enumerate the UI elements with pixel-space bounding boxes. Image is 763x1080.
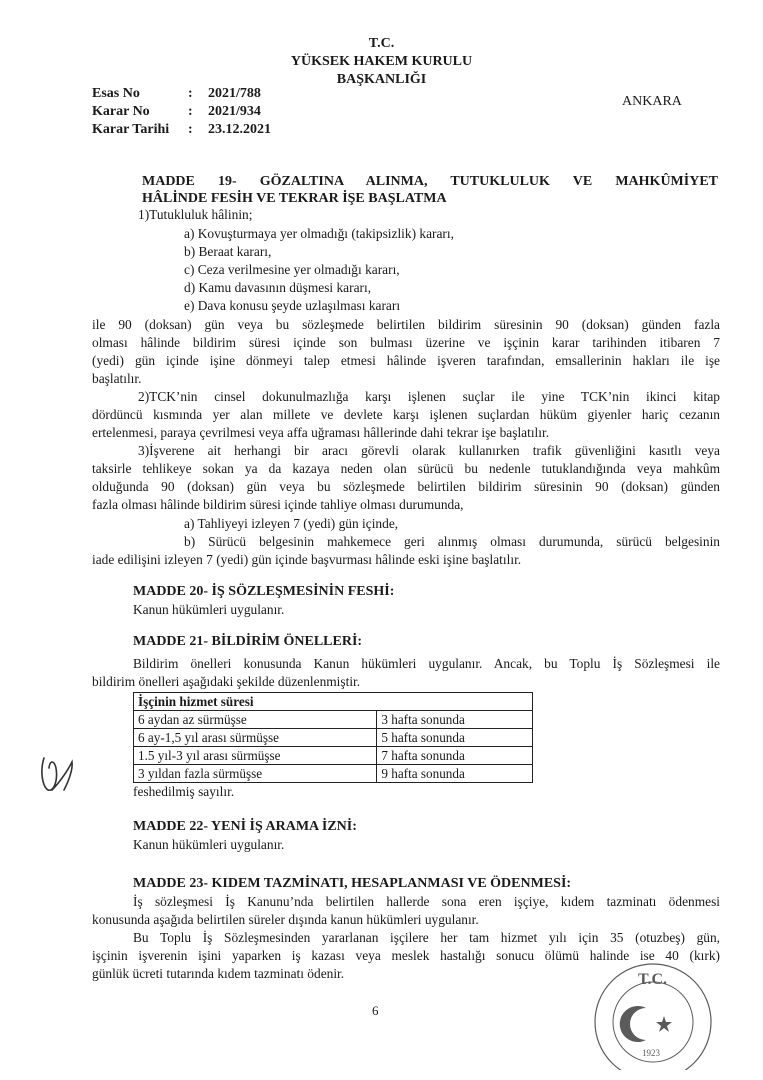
table-header-cell: İşçinin hizmet süresi — [134, 693, 533, 711]
madde21-title: MADDE 21- BİLDİRİM ÖNELLERİ: — [133, 634, 363, 649]
meta-sep: : — [188, 86, 193, 101]
madde19-intro: 1)Tutukluluk hâlinin; — [138, 207, 253, 222]
madde23-para1-line: konusunda aşağıda belirtilen süreler dışında kanun hükümleri uygulanır. — [92, 912, 479, 927]
table-header-row — [134, 693, 533, 711]
madde21-text-line: Bildirim önelleri konusunda Kanun hükümleri uygulanır. Ancak, bu Toplu İş Sözleşmesi ile — [133, 656, 720, 671]
madde19-para1-line: ile 90 (doksan) gün veya bu sözleşmede belirtilen bildirim süresinin 90 (doksan) günden fazla — [92, 317, 720, 332]
meta-karar — [92, 104, 261, 120]
notice-cell: 9 hafta sonunda — [377, 765, 533, 783]
madde19-para3-line: taksirle tehlikeye sokan ya da kazaya neden olan sürücü bu nedenle tutuklandığında veya mahkûm — [92, 461, 720, 476]
madde20-text: Kanun hükümleri uygulanır. — [133, 602, 285, 617]
madde19-item-b: b) Beraat kararı, — [184, 244, 272, 259]
madde23-para1-line: İş sözleşmesi İş Kanunu’nda belirtilen hallerde sona eren işçiye, kıdem tazminatı ödenmesi — [133, 894, 720, 909]
madde23-title: MADDE 23- KIDEM TAZMİNATI, HESAPLANMASI VE ÖDENMESİ: — [133, 876, 572, 891]
meta-karar-tarihi — [92, 122, 271, 138]
notice-period-table — [133, 692, 533, 783]
madde21-text-line: bildirim önelleri aşağıdaki şekilde düzenlenmiştir. — [92, 674, 361, 689]
meta-value: 23.12.2021 — [208, 122, 271, 137]
madde19-item-e: e) Dava konusu şeyde uzlaşılması kararı — [184, 298, 401, 313]
header-line-institution: YÜKSEK HAKEM KURULU — [290, 54, 473, 69]
initials-signature — [38, 750, 76, 796]
meta-esas — [92, 86, 261, 102]
city: ANKARA — [622, 94, 682, 109]
madde19-para2-line: dördüncü kısmında yer alan millete ve devlete karşı işlenen suçlardan hüküm giyenler hariç cezanın — [92, 407, 720, 422]
table-row — [134, 747, 533, 765]
madde19-item-d: d) Kamu davasının düşmesi kararı, — [184, 280, 372, 295]
madde19-item-c: c) Ceza verilmesine yer olmadığı kararı, — [184, 262, 400, 277]
page-number: 6 — [372, 1003, 379, 1018]
madde19-item-a: a) Kovuşturmaya yer olmadığı (takipsizlik) kararı, — [184, 226, 454, 241]
madde19-para3-line: 3)İşverene ait herhangi bir aracı görevli olarak kullanırken trafik güvenliğini kasıtlı veya — [138, 443, 720, 458]
madde19-sub-a: a) Tahliyeyi izleyen 7 (yedi) gün içinde, — [184, 516, 399, 531]
madde19-para1-line: başlatılır. — [92, 371, 142, 386]
madde19-sub-b-line: iade edilişini izleyen 7 (yedi) gün içinde başvurması hâlinde eski işine başlatılır. — [92, 552, 522, 567]
madde19-para1-line: (yedi) gün içinde işine dönmeyi talep etmesi hâlinde işveren tarafından, emsallerinin hakları ile işe — [92, 353, 720, 368]
service-cell: 6 aydan az sürmüşse — [134, 711, 377, 729]
service-cell: 6 ay-1,5 yıl arası sürmüşse — [134, 729, 377, 747]
meta-sep: : — [188, 122, 193, 137]
notice-cell: 7 hafta sonunda — [377, 747, 533, 765]
meta-label: Karar Tarihi — [92, 122, 170, 137]
table-row — [134, 765, 533, 783]
header-line-tc: T.C. — [368, 36, 395, 51]
meta-label: Esas No — [92, 86, 140, 101]
madde19-para1-line: olması hâlinde bildirim süresi içinde son bulması üzerine ve işçinin karar tarihinden itibaren 7 — [92, 335, 720, 350]
madde19-para3-line: olduğunda 90 (doksan) gün veya bu sözleşmede belirtilen bildirim süresinin 90 (doksan) günden — [92, 479, 720, 494]
madde22-text: Kanun hükümleri uygulanır. — [133, 837, 285, 852]
svg-text:T.C.: T.C. — [638, 971, 668, 988]
madde19-para2-line: 2)TCK’nin cinsel dokunulmazlığa karşı işlenen suçlar ile yine TCK’nin ikinci kitap — [138, 389, 720, 404]
madde19-sub-b-line: b) Sürücü belgesinin mahkemece geri alınmış olması durumunda, sürücü belgesinin — [184, 534, 720, 549]
madde22-title: MADDE 22- YENİ İŞ ARAMA İZNİ: — [133, 819, 357, 834]
table-row — [134, 711, 533, 729]
meta-label: Karar No — [92, 104, 150, 119]
table-row — [134, 729, 533, 747]
notice-cell: 3 hafta sonunda — [377, 711, 533, 729]
service-cell: 1.5 yıl-3 yıl arası sürmüşse — [134, 747, 377, 765]
madde23-para2-line: işçinin işverenin işini yaparken iş kazası veya meslek hastalığı sonucu ölümü halinde ise 40 (kırk) — [92, 948, 720, 963]
header-line-department: BAŞKANLIĞI — [336, 72, 427, 87]
madde23-para2-line: günlük ücreti tutarında kıdem tazminatı ödenir. — [92, 966, 345, 981]
service-cell: 3 yıldan fazla sürmüşse — [134, 765, 377, 783]
meta-value: 2021/788 — [208, 86, 261, 101]
official-seal — [578, 958, 728, 1070]
madde19-title-1: MADDE 19- GÖZALTINA ALINMA, TUTUKLULUK VE MAHKÛMİYET — [142, 174, 718, 189]
meta-value: 2021/934 — [208, 104, 261, 119]
madde21-after: feshedilmiş sayılır. — [133, 784, 235, 799]
madde20-title: MADDE 20- İŞ SÖZLEŞMESİNİN FESHİ: — [133, 584, 395, 599]
madde23-para2-line: Bu Toplu İş Sözleşmesinden yararlanan işçilere her tam hizmet yılı için 35 (otuzbeş) gün, — [133, 930, 720, 945]
notice-cell: 5 hafta sonunda — [377, 729, 533, 747]
madde19-para2-line: ertelenmesi, paraya çevrilmesi veya affa uğraması hâllerinde dahi tekrar işe başlatılır. — [92, 425, 550, 440]
meta-sep: : — [188, 104, 193, 119]
madde19-para3-line: fazla olması hâlinde bildirim süresi içinde tahliye olması durumunda, — [92, 497, 464, 512]
svg-text:1923: 1923 — [642, 1048, 660, 1058]
madde19-title-2: HÂLİNDE FESİH VE TEKRAR İŞE BAŞLATMA — [142, 191, 447, 206]
